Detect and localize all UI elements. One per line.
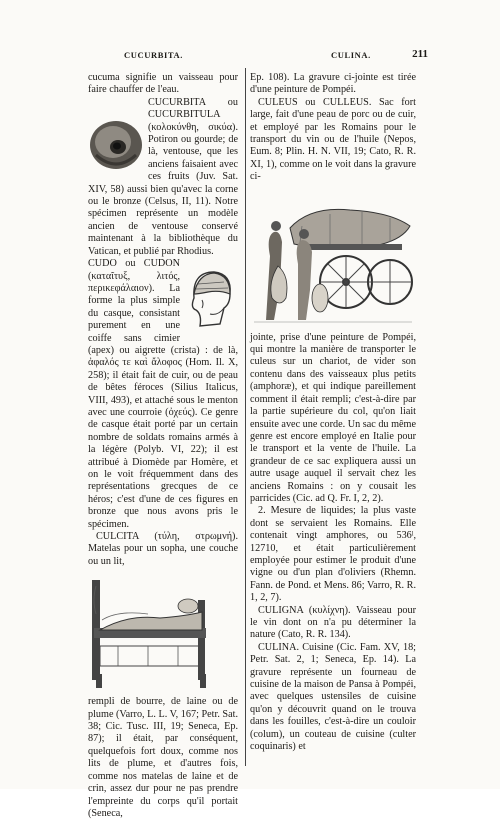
entry-cucuma-end: cucuma signifie un vaisseau pour faire chauffer de l'eau. — [88, 72, 238, 96]
entry-culina: CULINA. Cuisine (Cic. Fam. XV, 18; Petr. Sat. 2, 1; Seneca, Ep. 14). La gravure représente un fourneau de cuisine de la maison de Pansa à Pompéi, avec quelques ustensiles de cuisine qu'on y découvrit quand on le trouva dans les fouilles, c'est-à-dire un couloir (colum), un couteau de cuisine (culter coquinaris) et — [250, 641, 416, 753]
left-column — [88, 72, 238, 820]
right-column — [250, 72, 416, 753]
running-header-center: CULINA. — [331, 50, 371, 60]
entry-culigna: CULIGNA (κυλίχνη). Vaisseau pour le vin dont on n'a pu déterminer la nature (Cato, R. R. 134). — [250, 604, 416, 641]
figure-culcita — [88, 570, 238, 692]
couch-icon — [88, 570, 218, 692]
entry-culcita: CULCITA (τύλη, στρωμνή). Matelas pour un sopha, une couche ou un lit, — [88, 531, 238, 567]
running-header-left: CUCURBITA. — [124, 50, 183, 60]
entry-culcita-end: Ep. 108). La gravure ci-jointe est tirée d'une peinture de Pompéi. — [250, 72, 416, 96]
entry-culeus: CULEUS ou CULLEUS. Sac fort large, fait d'une peau de porc ou de cuir, et employé par les Romains pour le transport du vin ou de l'huile (Nepos, Eum. 8; Plin. H. N. VII, 19; Cato, R. R. XI, 1), comme on le voit dans la gravure ci- — [250, 96, 416, 183]
column-divider — [245, 68, 246, 766]
wine-cart-icon — [250, 186, 416, 328]
cupping-vessel-icon — [88, 111, 144, 175]
entry-culcita-cont: rempli de bourre, de laine ou de plume (Varro, L. L. V, 167; Petr. Sat. 38; Cic. Tusc. III, 19; Seneca, Ep. 87); il était, par conséquent, quelquefois fort doux, comme nos lits de plume, et d'autres fois, comme nos matelas de laine et de crin, assez dur pour ne pas prendre l'empreinte du corps qu'il portait (Seneca, — [88, 696, 238, 819]
entry-cudo: CUDO ou CUDON (καταῖτυξ, λιτός, περικεφάλαιον). La forme la plus simple du casque, consistant purement en une coiffe sans cimier (apex) ou aigrette (crista) : de là, ἀφαλός τε καὶ ἄλοφος (Hom. Il. X, 258); il était fait de cuir, ou de peau de bêtes féroces (Silius Italicus, VIII, 493), et attaché sous le menton avec une courroie (ὀχεύς). Ce genre de casque était porté par un certain nombre de soldats romains armés à la légère (Polyb. VI, 22); il est attribué à Diomède par Homère, et on le voit fréquemment dans des représentations grecques de ce héros; c'est d'une de ces figures en bronze que nous avons pris le spécimen. — [88, 258, 238, 530]
figure-cudo — [180, 264, 238, 336]
figure-culeus — [250, 186, 416, 328]
entry-cucurbita: CUCURBITA ou CUCURBITULA (κολοκύνθη, σικύα). Potiron ou gourde; de là, ventouse, que les anciens faisaient avec ces fruits (Juv. Sat. XIV, 58) aussi bien qu'avec la corne ou le bronze (Celsus, II, 11). Notre spécimen représente un modèle ancien de ventouse conservé maintenant à la bibliothèque du Vatican, et publié par Rhodius. — [88, 96, 238, 257]
page-number: 211 — [412, 48, 428, 60]
entry-culeus-cont: jointe, prise d'une peinture de Pompéi, qui montre la manière de transporter le culeus sur un chariot, de vider son contenu dans des vaisseaux plus petits (amphoræ), et qui indique pareillement comment il était rempli; c'est-à-dire par la partie supérieure du col, qu'on liait ensuite avec une corde. Un sac du même genre est encore employé en Italie pour le transport et la vente de l'huile. La grandeur de ce sac expliquera aussi un autre usage auquel il servait chez les anciens Romains : on y cousait les parricides (Cic. ad Q. Fr. I, 2, 2). — [250, 331, 416, 504]
figure-cucurbita — [88, 111, 144, 175]
helmeted-head-icon — [180, 264, 238, 336]
entry-culeus-measure: 2. Mesure de liquides; la plus vaste dont se servaient les Romains. Elle contenait vingt amphores, ou 536ˡ, 12710, et était particulièrement employée pour estimer le produit d'une vigne ou d'un plan d'oliviers (Rhemn. Fann. de Pond. et Mens. 86; Varro, R. R. 1, 2, 7). — [250, 505, 416, 604]
